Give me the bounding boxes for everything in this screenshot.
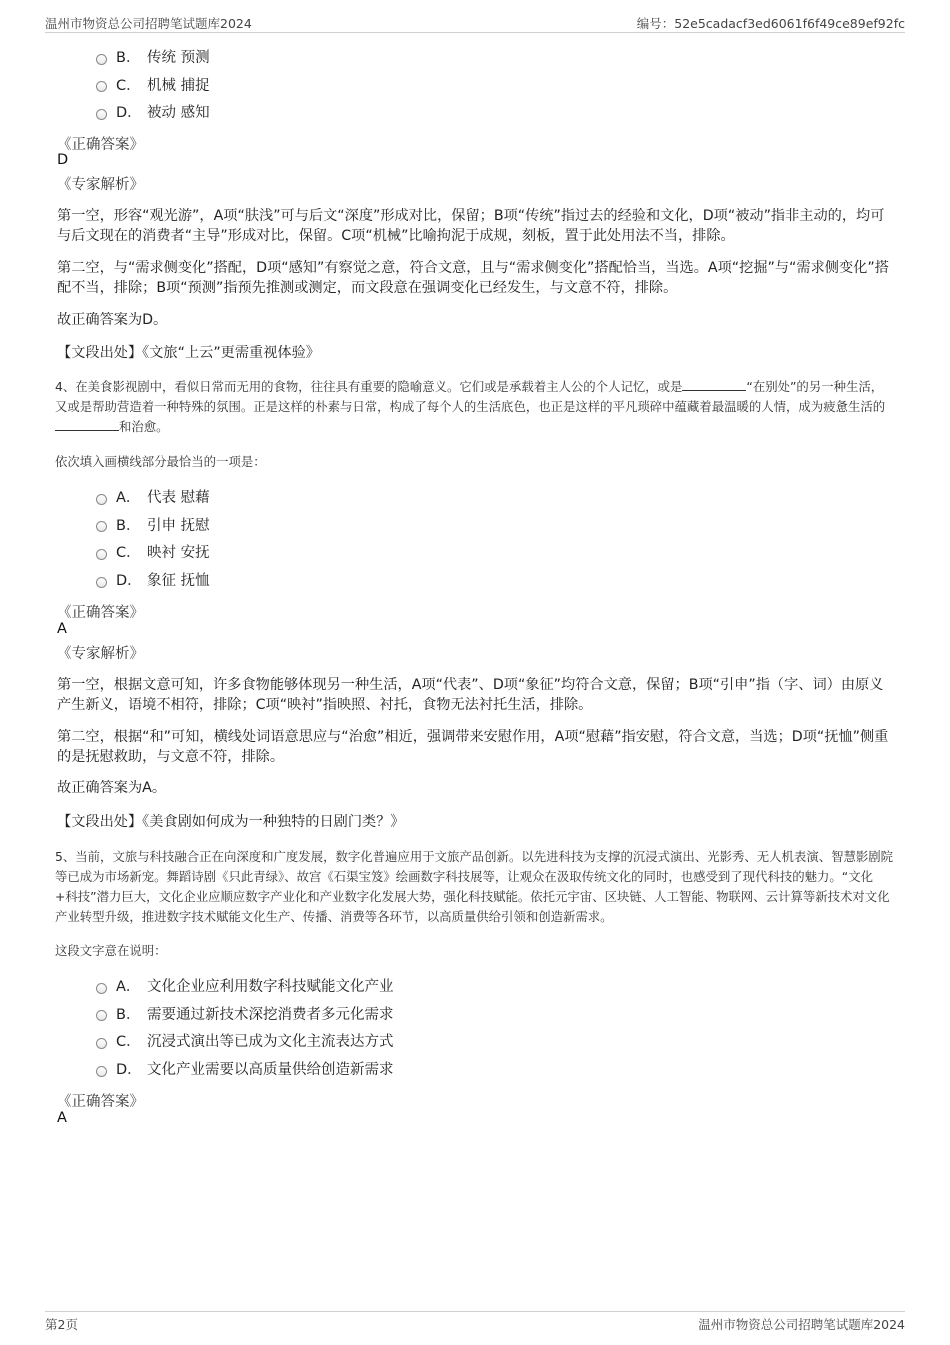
q4-answer-label: 《正确答案》 bbox=[57, 605, 144, 621]
radio-icon[interactable] bbox=[96, 54, 107, 65]
footer-title: 温州市物资总公司招聘笔试题库2024 bbox=[698, 1317, 905, 1332]
header-title: 温州市物资总公司招聘笔试题库2024 bbox=[45, 16, 252, 31]
q4-prompt: 依次填入画横线部分最恰当的一项是： bbox=[55, 454, 266, 469]
radio-icon[interactable] bbox=[96, 494, 107, 505]
radio-icon[interactable] bbox=[96, 1066, 107, 1077]
blank-line bbox=[682, 378, 746, 391]
blank-line bbox=[55, 418, 119, 431]
q3-option-d[interactable]: D． 被动 感知 bbox=[96, 98, 210, 126]
q5-option-d[interactable]: D． 文化产业需要以高质量供给创造新需求 bbox=[96, 1055, 394, 1083]
q3-analysis-p3: 故正确答案为D。 bbox=[57, 312, 168, 328]
q4-option-c[interactable]: C． 映衬 安抚 bbox=[96, 538, 210, 566]
q4-analysis-p2: 第二空，根据“和”可知，横线处词语意思应与“治愈”相近，强调带来安慰作用，A项“慰藉”指安慰，符合文意，当选；D项“抚恤”侧重的是抚慰救助，与文意不符，排除。 bbox=[57, 729, 889, 765]
radio-icon[interactable] bbox=[96, 983, 107, 994]
page-header bbox=[45, 14, 905, 33]
q3-source: 【文段出处】《文旅“上云”更需重视体验》 bbox=[57, 345, 320, 361]
q3-analysis-p2: 第二空，与“需求侧变化”搭配，D项“感知”有察觉之意，符合文意，且与“需求侧变化”搭配恰当，当选。A项“挖掘”与“需求侧变化”搭配不当，排除；B项“预测”指预先推测或测定，而文段意在强调变化已经发生，与文意不符，排除。 bbox=[57, 260, 889, 296]
q5-answer-label: 《正确答案》 bbox=[57, 1094, 144, 1110]
q4-analysis-p3: 故正确答案为A。 bbox=[57, 780, 167, 796]
q3-analysis-p1: 第一空，形容“观光游”，A项“肤浅”可与后文“深度”形成对比，保留；B项“传统”指过去的经验和文化，D项“被动”指非主动的，均可与后文现在的消费者“主导”形成对比，保留。C项“机械”比喻拘泥于成规，刻板，置于此处用法不当，排除。 bbox=[57, 208, 885, 244]
q4-analysis-label: 《专家解析》 bbox=[57, 646, 144, 662]
radio-icon[interactable] bbox=[96, 549, 107, 560]
q5-answer: A bbox=[57, 1110, 67, 1126]
q3-answer-label: 《正确答案》 bbox=[57, 137, 144, 153]
radio-icon[interactable] bbox=[96, 521, 107, 532]
q3-option-c[interactable]: C． 机械 捕捉 bbox=[96, 71, 210, 99]
q5-option-a[interactable]: A． 文化企业应利用数字科技赋能文化产业 bbox=[96, 972, 394, 1000]
q3-option-b[interactable]: B． 传统 预测 bbox=[96, 43, 210, 71]
q4-option-b[interactable]: B． 引申 抚慰 bbox=[96, 511, 210, 539]
radio-icon[interactable] bbox=[96, 577, 107, 588]
page-footer bbox=[45, 1311, 905, 1334]
q3-options bbox=[96, 43, 210, 126]
q4-option-d[interactable]: D． 象征 抚恤 bbox=[96, 566, 210, 594]
q4-answer: A bbox=[57, 621, 67, 637]
q5-option-b[interactable]: B． 需要通过新技术深挖消费者多元化需求 bbox=[96, 1000, 394, 1028]
q5-prompt: 这段文字意在说明： bbox=[55, 943, 167, 958]
radio-icon[interactable] bbox=[96, 1010, 107, 1021]
radio-icon[interactable] bbox=[96, 1038, 107, 1049]
q3-analysis-label: 《专家解析》 bbox=[57, 177, 144, 193]
q4-option-a[interactable]: A． 代表 慰藉 bbox=[96, 483, 210, 511]
q4-stem: 4、在美食影视剧中，看似日常而无用的食物，往往具有重要的隐喻意义。它们或是承载着主人公的个人记忆，或是 “在别处”的另一种生活，又或是帮助营造着一种特殊的氛围。正是这样的朴素与日常，构成了每个人的生活底色，也正是这样的平凡琐碎中蕴藏着最温暖的人情，成为疲惫生活的和治愈。 bbox=[55, 379, 886, 434]
header-doc-id: 编号：52e5cadacf3ed6061f6f49ce89ef92fc bbox=[636, 16, 905, 31]
q4-options bbox=[96, 483, 210, 593]
radio-icon[interactable] bbox=[96, 109, 107, 120]
q5-options bbox=[96, 972, 394, 1082]
q3-answer: D bbox=[57, 152, 69, 168]
page-number: 第2页 bbox=[45, 1317, 78, 1332]
radio-icon[interactable] bbox=[96, 81, 107, 92]
q5-option-c[interactable]: C． 沉浸式演出等已成为文化主流表达方式 bbox=[96, 1027, 394, 1055]
q4-source: 【文段出处】《美食剧如何成为一种独特的日剧门类？》 bbox=[57, 814, 405, 830]
q5-stem: 5、当前，文旅与科技融合正在向深度和广度发展，数字化普遍应用于文旅产品创新。以先进科技为支撑的沉浸式演出、光影秀、无人机表演、智慧影剧院等已成为市场新宠。舞蹈诗剧《只此青绿》、故宫《石渠宝笈》绘画数字科技展等，让观众在汲取传统文化的同时，也感受到了现代科技的魅力。“文化+科技”潜力巨大，文化企业应顺应数字产业化和产业数字化发展大势，强化科技赋能。依托元宇宙、区块链、人工智能、物联网、云计算等新技术对文化产业转型升级，推进数字技术赋能文化生产、传播、消费等各环节，以高质量供给引领和创造新需求。 bbox=[55, 849, 894, 924]
q4-analysis-p1: 第一空，根据文意可知，许多食物能够体现另一种生活，A项“代表”、D项“象征”均符合文意，保留；B项“引申”指（字、词）由原义产生新义，语境不相符，排除；C项“映衬”指映照、衬托，食物无法衬托生活，排除。 bbox=[57, 677, 884, 713]
